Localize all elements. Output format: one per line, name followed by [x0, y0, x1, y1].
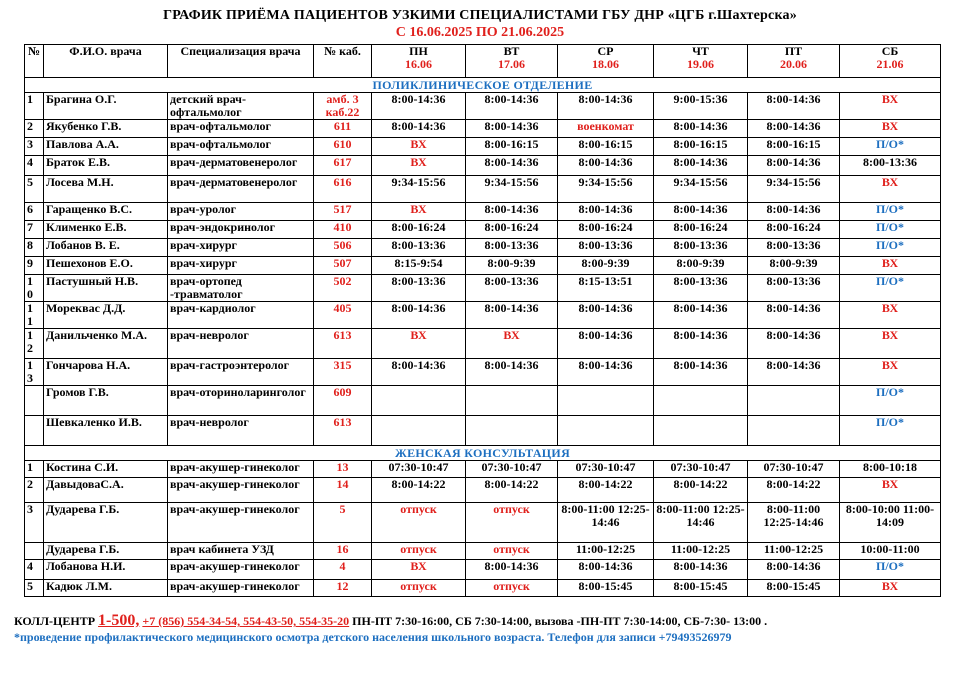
schedule-cell-fri: 8:00-16:15 — [748, 138, 840, 156]
schedule-cell-tue: 8:00-13:36 — [466, 275, 558, 302]
schedule-cell-sat: П/О* — [840, 138, 941, 156]
schedule-cell-fri: 9:34-15:56 — [748, 176, 840, 203]
schedule-cell-thu: 9:34-15:56 — [654, 176, 748, 203]
room-number: 502 — [314, 275, 372, 302]
schedule-cell-fri: 8:00-14:36 — [748, 93, 840, 120]
footnote: *проведение профилактического медицинского осмотра детского населения школьного возраста. Телефон для записи +79493526979 — [14, 630, 732, 644]
doctor-name: Дударева Г.Б. — [44, 543, 168, 560]
day-date: 20.06 — [780, 57, 807, 71]
table-row — [25, 503, 941, 543]
schedule-cell-wed: 8:00-14:22 — [558, 478, 654, 503]
col-num: № — [25, 45, 44, 78]
row-number — [25, 543, 44, 560]
schedule-cell-fri — [748, 386, 840, 416]
row-number: 2 — [25, 478, 44, 503]
schedule-cell-mon: 8:00-14:22 — [372, 478, 466, 503]
col-day-tue — [466, 45, 558, 78]
page-title: ГРАФИК ПРИЁМА ПАЦИЕНТОВ УЗКИМИ СПЕЦИАЛИСТАМИ ГБУ ДНР «ЦГБ г.Шахтерска» — [163, 8, 797, 23]
callcenter-info — [14, 612, 944, 630]
row-number — [25, 386, 44, 416]
doctor-name: Пешехонов Е.О. — [44, 257, 168, 275]
col-day-sat — [840, 45, 941, 78]
room-number: 410 — [314, 221, 372, 239]
table-row — [25, 257, 941, 275]
row-number: 3 — [25, 138, 44, 156]
doctor-specialization: врач-акушер-гинеколог — [168, 503, 314, 543]
schedule-cell-tue: ВХ — [466, 329, 558, 359]
doctor-name: Гончарова Н.А. — [44, 359, 168, 386]
schedule-cell-wed: 8:00-14:36 — [558, 359, 654, 386]
schedule-cell-mon — [372, 386, 466, 416]
day-label: СР — [597, 44, 614, 58]
schedule-cell-tue: 8:00-16:24 — [466, 221, 558, 239]
schedule-cell-sat: П/О* — [840, 416, 941, 446]
room-number: 610 — [314, 138, 372, 156]
schedule-cell-mon: 8:00-13:36 — [372, 239, 466, 257]
row-number: 7 — [25, 221, 44, 239]
schedule-cell-sat: ВХ — [840, 478, 941, 503]
row-number: 1 1 — [25, 302, 44, 329]
doctor-name: Якубенко Г.В. — [44, 120, 168, 138]
room-number: 611 — [314, 120, 372, 138]
schedule-cell-wed: 07:30-10:47 — [558, 461, 654, 478]
schedule-cell-fri: 8:00-14:36 — [748, 359, 840, 386]
doctor-specialization: врач-оториноларинголог — [168, 386, 314, 416]
row-number: 5 — [25, 580, 44, 597]
day-date: 18.06 — [592, 57, 619, 71]
callcenter-phones: +7 (856) 554-34-54, 554-43-50, 554-35-20 — [142, 614, 350, 628]
schedule-cell-sat: ВХ — [840, 93, 941, 120]
schedule-cell-wed — [558, 386, 654, 416]
row-number: 1 — [25, 461, 44, 478]
doctor-name: Мореквас Д.Д. — [44, 302, 168, 329]
schedule-cell-mon: 8:15-9:54 — [372, 257, 466, 275]
schedule-cell-fri: 8:00-14:22 — [748, 478, 840, 503]
day-date: 19.06 — [687, 57, 714, 71]
table-row — [25, 560, 941, 580]
doctor-name: Лосева М.Н. — [44, 176, 168, 203]
day-label: СБ — [881, 44, 899, 58]
table-row — [25, 329, 941, 359]
schedule-cell-wed: 8:00-14:36 — [558, 329, 654, 359]
schedule-cell-wed: 8:00-9:39 — [558, 257, 654, 275]
schedule-cell-wed: 11:00-12:25 — [558, 543, 654, 560]
schedule-cell-thu: 11:00-12:25 — [654, 543, 748, 560]
table-row — [25, 302, 941, 329]
schedule-cell-thu: 9:00-15:36 — [654, 93, 748, 120]
schedule-cell-sat: 8:00-10:00 11:00-14:09 — [840, 503, 941, 543]
schedule-cell-sat: 8:00-13:36 — [840, 156, 941, 176]
schedule-cell-thu: 8:00-16:15 — [654, 138, 748, 156]
schedule-cell-tue: 8:00-14:36 — [466, 359, 558, 386]
schedule-cell-thu: 8:00-13:36 — [654, 239, 748, 257]
col-day-thu — [654, 45, 748, 78]
schedule-cell-sat: П/О* — [840, 560, 941, 580]
table-row — [25, 580, 941, 597]
row-number — [25, 416, 44, 446]
schedule-cell-fri: 8:00-11:00 12:25-14:46 — [748, 503, 840, 543]
day-date: 17.06 — [498, 57, 525, 71]
header-row — [25, 45, 941, 78]
table-row — [25, 176, 941, 203]
schedule-cell-tue: 8:00-16:15 — [466, 138, 558, 156]
room-number: 13 — [314, 461, 372, 478]
schedule-cell-sat: П/О* — [840, 239, 941, 257]
table-row — [25, 478, 941, 503]
schedule-cell-fri: 8:00-13:36 — [748, 239, 840, 257]
schedule-cell-tue: 8:00-9:39 — [466, 257, 558, 275]
section-row — [25, 78, 941, 93]
schedule-cell-tue: отпуск — [466, 543, 558, 560]
table-row — [25, 416, 941, 446]
schedule-cell-thu: 8:00-14:36 — [654, 560, 748, 580]
doctor-specialization: врач-акушер-гинеколог — [168, 478, 314, 503]
table-row — [25, 461, 941, 478]
row-number: 3 — [25, 503, 44, 543]
doctor-specialization: врач-дерматовенеролог — [168, 156, 314, 176]
table-row — [25, 120, 941, 138]
doctor-specialization: врач-хирург — [168, 257, 314, 275]
col-day-mon — [372, 45, 466, 78]
day-label: ПН — [409, 44, 428, 58]
doctor-name: Костина С.И. — [44, 461, 168, 478]
schedule-cell-fri: 8:00-13:36 — [748, 275, 840, 302]
schedule-cell-tue — [466, 386, 558, 416]
schedule-cell-wed — [558, 416, 654, 446]
doctor-name: Пастушный Н.В. — [44, 275, 168, 302]
schedule-cell-tue: 8:00-14:36 — [466, 302, 558, 329]
schedule-cell-mon: 07:30-10:47 — [372, 461, 466, 478]
schedule-cell-wed: 8:15-13:51 — [558, 275, 654, 302]
table-row — [25, 203, 941, 221]
schedule-cell-sat: ВХ — [840, 359, 941, 386]
row-number: 4 — [25, 560, 44, 580]
schedule-cell-tue — [466, 416, 558, 446]
row-number: 9 — [25, 257, 44, 275]
doctor-name: Кадюк Л.М. — [44, 580, 168, 597]
schedule-cell-thu: 07:30-10:47 — [654, 461, 748, 478]
row-number: 1 0 — [25, 275, 44, 302]
doctor-name: Брагина О.Г. — [44, 93, 168, 120]
day-label: ЧТ — [692, 44, 709, 58]
callcenter-label: КОЛЛ-ЦЕНТР — [14, 614, 96, 628]
row-number: 1 2 — [25, 329, 44, 359]
day-label: ПТ — [784, 44, 803, 58]
schedule-cell-wed: 8:00-14:36 — [558, 203, 654, 221]
schedule-cell-mon: отпуск — [372, 580, 466, 597]
room-number: 507 — [314, 257, 372, 275]
schedule-cell-fri: 8:00-16:24 — [748, 221, 840, 239]
schedule-cell-mon: ВХ — [372, 560, 466, 580]
room-number: 405 — [314, 302, 372, 329]
room-number: 5 — [314, 503, 372, 543]
schedule-cell-mon: 9:34-15:56 — [372, 176, 466, 203]
table-row — [25, 275, 941, 302]
doctor-specialization: врач-офтальмолог — [168, 120, 314, 138]
section-title: ЖЕНСКАЯ КОНСУЛЬТАЦИЯ — [25, 446, 941, 461]
schedule-cell-tue: 8:00-14:36 — [466, 120, 558, 138]
doctor-name: Павлова А.А. — [44, 138, 168, 156]
callcenter-number: 1-500, — [98, 612, 140, 629]
schedule-cell-wed: 8:00-15:45 — [558, 580, 654, 597]
schedule-cell-tue: 8:00-14:22 — [466, 478, 558, 503]
room-number: 616 — [314, 176, 372, 203]
table-row — [25, 239, 941, 257]
room-number: 12 — [314, 580, 372, 597]
doctor-name: ДавыдоваС.А. — [44, 478, 168, 503]
schedule-cell-fri: 8:00-14:36 — [748, 120, 840, 138]
row-number: 6 — [25, 203, 44, 221]
schedule-cell-sat: ВХ — [840, 120, 941, 138]
doctor-specialization: врач-акушер-гинеколог — [168, 580, 314, 597]
schedule-cell-tue: 9:34-15:56 — [466, 176, 558, 203]
schedule-cell-tue: 8:00-14:36 — [466, 560, 558, 580]
schedule-period: С 16.06.2025 ПО 21.06.2025 — [395, 25, 565, 40]
room-number: 16 — [314, 543, 372, 560]
schedule-cell-mon: 8:00-16:24 — [372, 221, 466, 239]
schedule-cell-thu: 8:00-13:36 — [654, 275, 748, 302]
schedule-cell-mon — [372, 416, 466, 446]
schedule-cell-thu: 8:00-14:36 — [654, 359, 748, 386]
doctor-name: Браток Е.В. — [44, 156, 168, 176]
schedule-cell-sat: 10:00-11:00 — [840, 543, 941, 560]
doctor-specialization: врач-ортопед -травматолог — [168, 275, 314, 302]
doctor-name: Данильченко М.А. — [44, 329, 168, 359]
schedule-cell-mon: 8:00-14:36 — [372, 120, 466, 138]
room-number: 613 — [314, 329, 372, 359]
schedule-cell-fri: 8:00-14:36 — [748, 156, 840, 176]
doctor-name: Лобанова Н.И. — [44, 560, 168, 580]
section-row — [25, 446, 941, 461]
col-spec: Специализация врача — [168, 45, 314, 78]
schedule-cell-sat: ВХ — [840, 302, 941, 329]
schedule-cell-tue: отпуск — [466, 503, 558, 543]
day-date: 16.06 — [405, 57, 432, 71]
schedule-cell-thu: 8:00-14:36 — [654, 203, 748, 221]
schedule-cell-sat: П/О* — [840, 203, 941, 221]
doctor-specialization: врач-дерматовенеролог — [168, 176, 314, 203]
schedule-cell-wed: 8:00-16:15 — [558, 138, 654, 156]
callcenter-hours: ПН-ПТ 7:30-16:00, СБ 7:30-14:00, вызова -ПН-ПТ 7:30-14:00, СБ-7:30- 13:00 . — [349, 614, 768, 628]
row-number: 1 — [25, 93, 44, 120]
table-row — [25, 543, 941, 560]
table-row — [25, 156, 941, 176]
schedule-cell-tue: 8:00-14:36 — [466, 93, 558, 120]
schedule-cell-fri: 8:00-14:36 — [748, 329, 840, 359]
schedule-cell-tue: отпуск — [466, 580, 558, 597]
schedule-cell-mon: 8:00-14:36 — [372, 359, 466, 386]
doctor-specialization: врач-эндокринолог — [168, 221, 314, 239]
room-number: 506 — [314, 239, 372, 257]
schedule-cell-wed: военкомат — [558, 120, 654, 138]
doctor-specialization: врач-гастроэнтеролог — [168, 359, 314, 386]
doctor-specialization: врач-офтальмолог — [168, 138, 314, 156]
schedule-cell-wed: 8:00-14:36 — [558, 560, 654, 580]
schedule-cell-thu: 8:00-14:36 — [654, 302, 748, 329]
table-row — [25, 386, 941, 416]
schedule-cell-sat: ВХ — [840, 257, 941, 275]
schedule-cell-thu: 8:00-16:24 — [654, 221, 748, 239]
schedule-cell-sat: П/О* — [840, 275, 941, 302]
doctor-specialization: детский врач-офтальмолог — [168, 93, 314, 120]
schedule-cell-thu: 8:00-14:36 — [654, 120, 748, 138]
schedule-cell-tue: 8:00-14:36 — [466, 203, 558, 221]
schedule-cell-fri: 11:00-12:25 — [748, 543, 840, 560]
schedule-cell-wed: 9:34-15:56 — [558, 176, 654, 203]
schedule-cell-fri — [748, 416, 840, 446]
schedule-cell-fri: 8:00-15:45 — [748, 580, 840, 597]
day-label: ВТ — [503, 44, 520, 58]
schedule-cell-wed: 8:00-11:00 12:25-14:46 — [558, 503, 654, 543]
schedule-cell-sat: ВХ — [840, 329, 941, 359]
table-row — [25, 138, 941, 156]
doctor-name: Гаращенко В.С. — [44, 203, 168, 221]
schedule-cell-wed: 8:00-14:36 — [558, 302, 654, 329]
room-number: 315 — [314, 359, 372, 386]
row-number: 4 — [25, 156, 44, 176]
day-date: 21.06 — [876, 57, 904, 71]
doctor-name: Шевкаленко И.В. — [44, 416, 168, 446]
schedule-cell-wed: 8:00-14:36 — [558, 156, 654, 176]
doctor-specialization: врач-кардиолог — [168, 302, 314, 329]
room-number: амб. 3 каб.22 — [314, 93, 372, 120]
col-room: № каб. — [314, 45, 372, 78]
doctor-specialization: врач-невролог — [168, 416, 314, 446]
row-number: 5 — [25, 176, 44, 203]
schedule-cell-tue: 8:00-14:36 — [466, 156, 558, 176]
doctor-specialization: врач-акушер-гинеколог — [168, 461, 314, 478]
schedule-cell-mon: ВХ — [372, 329, 466, 359]
schedule-cell-mon: ВХ — [372, 203, 466, 221]
schedule-cell-fri: 8:00-14:36 — [748, 203, 840, 221]
schedule-cell-tue: 8:00-13:36 — [466, 239, 558, 257]
doctor-name: Громов Г.В. — [44, 386, 168, 416]
row-number: 8 — [25, 239, 44, 257]
col-name: Ф.И.О. врача — [44, 45, 168, 78]
schedule-cell-fri: 8:00-9:39 — [748, 257, 840, 275]
row-number: 2 — [25, 120, 44, 138]
schedule-cell-thu: 8:00-14:22 — [654, 478, 748, 503]
room-number: 609 — [314, 386, 372, 416]
table-row — [25, 359, 941, 386]
col-day-wed — [558, 45, 654, 78]
doctor-name: Лобанов В. Е. — [44, 239, 168, 257]
schedule-cell-fri: 8:00-14:36 — [748, 560, 840, 580]
schedule-cell-fri: 07:30-10:47 — [748, 461, 840, 478]
schedule-cell-sat: П/О* — [840, 386, 941, 416]
schedule-cell-wed: 8:00-13:36 — [558, 239, 654, 257]
doctor-specialization: врач-уролог — [168, 203, 314, 221]
table-row — [25, 221, 941, 239]
schedule-cell-wed: 8:00-14:36 — [558, 93, 654, 120]
room-number: 617 — [314, 156, 372, 176]
schedule-cell-sat: ВХ — [840, 580, 941, 597]
schedule-cell-sat: 8:00-10:18 — [840, 461, 941, 478]
schedule-cell-sat: П/О* — [840, 221, 941, 239]
table-row — [25, 93, 941, 120]
doctor-name: Дударева Г.Б. — [44, 503, 168, 543]
schedule-cell-mon: 8:00-14:36 — [372, 302, 466, 329]
schedule-cell-thu: 8:00-14:36 — [654, 156, 748, 176]
room-number: 613 — [314, 416, 372, 446]
schedule-cell-tue: 07:30-10:47 — [466, 461, 558, 478]
room-number: 517 — [314, 203, 372, 221]
section-title: ПОЛИКЛИНИЧЕСКОЕ ОТДЕЛЕНИЕ — [25, 78, 941, 93]
doctor-specialization: врач-невролог — [168, 329, 314, 359]
schedule-cell-wed: 8:00-16:24 — [558, 221, 654, 239]
schedule-cell-thu: 8:00-15:45 — [654, 580, 748, 597]
schedule-cell-thu: 8:00-9:39 — [654, 257, 748, 275]
schedule-cell-mon: ВХ — [372, 156, 466, 176]
schedule-cell-thu: 8:00-11:00 12:25-14:46 — [654, 503, 748, 543]
room-number: 4 — [314, 560, 372, 580]
schedule-cell-mon: 8:00-13:36 — [372, 275, 466, 302]
schedule-cell-thu — [654, 386, 748, 416]
doctor-name: Клименко Е.В. — [44, 221, 168, 239]
schedule-table — [24, 44, 941, 597]
schedule-cell-mon: 8:00-14:36 — [372, 93, 466, 120]
schedule-cell-mon: отпуск — [372, 543, 466, 560]
schedule-cell-thu — [654, 416, 748, 446]
room-number: 14 — [314, 478, 372, 503]
doctor-specialization: врач-хирург — [168, 239, 314, 257]
schedule-cell-fri: 8:00-14:36 — [748, 302, 840, 329]
col-day-fri — [748, 45, 840, 78]
row-number: 1 3 — [25, 359, 44, 386]
schedule-cell-sat: ВХ — [840, 176, 941, 203]
schedule-cell-mon: отпуск — [372, 503, 466, 543]
doctor-specialization: врач кабинета УЗД — [168, 543, 314, 560]
schedule-cell-mon: ВХ — [372, 138, 466, 156]
schedule-cell-thu: 8:00-14:36 — [654, 329, 748, 359]
doctor-specialization: врач-акушер-гинеколог — [168, 560, 314, 580]
